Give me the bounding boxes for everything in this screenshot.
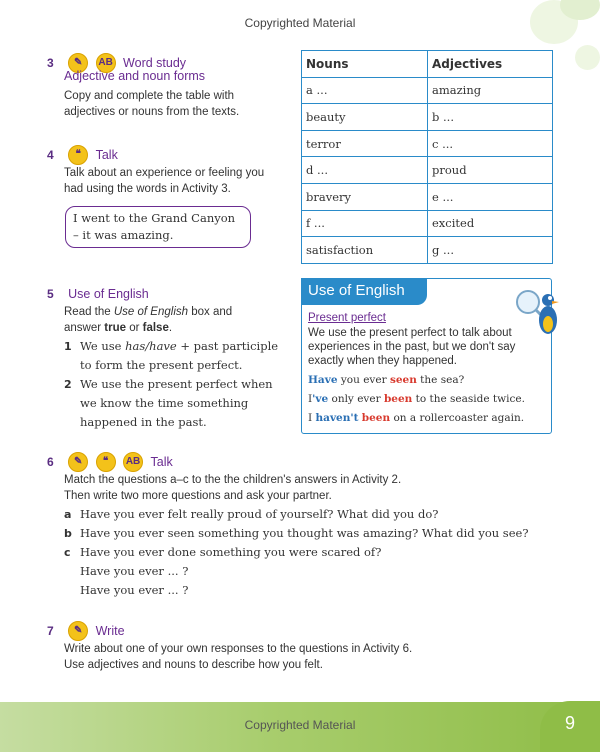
ex-text: I (308, 393, 313, 405)
activity-6-item-a (64, 505, 544, 524)
activity-5-item-1 (64, 337, 279, 375)
activity-4-number: 4 (47, 148, 54, 163)
table-cell: c ... (428, 130, 553, 157)
notebook-icon: ✎ (68, 621, 88, 641)
item-letter: c (64, 546, 71, 559)
activity-6-number: 6 (47, 455, 54, 470)
noun-adjective-table (301, 50, 553, 264)
activity-3-instruction: Copy and complete the table with adjectives or nouns from the texts. (64, 90, 240, 118)
activity-4-heading (47, 145, 118, 165)
ex-text: only ever (328, 393, 384, 405)
activity-7-instruction-2: Use adjectives and nouns to describe how you felt. (64, 659, 323, 671)
item-letter: b (64, 527, 72, 540)
table-header-adjectives: Adjectives (428, 51, 553, 78)
activity-5-item-2 (64, 375, 279, 432)
table-cell: b ... (428, 104, 553, 131)
ex-aux: haven't (315, 412, 359, 424)
ex-aux: 've (312, 393, 329, 405)
activity-6-instruction-1: Match the questions a–c to the the children's answers in Activity 2. (64, 474, 402, 486)
table-cell: satisfaction (302, 237, 428, 264)
item-text: + past participle to form the present perfect. (80, 339, 279, 372)
table-cell: proud (428, 157, 553, 184)
example-speech-bubble: I went to the Grand Canyon – it was amazing. (65, 206, 251, 248)
ex-participle: been (361, 412, 391, 424)
item-number: 2 (64, 378, 72, 391)
table-header-nouns: Nouns (302, 51, 428, 78)
table-cell: e ... (428, 183, 553, 210)
false-word: false (142, 322, 169, 334)
speech-bubbles-icon: ❝ (68, 145, 88, 165)
ex-text: you ever (337, 374, 390, 386)
table-row (302, 237, 553, 264)
footer-copyright: Copyrighted Material (244, 718, 356, 732)
example-2 (308, 390, 534, 409)
activity-5-title: Use of English (68, 287, 149, 301)
table-cell: f ... (302, 210, 428, 237)
item-emphasis: has/have (125, 339, 177, 353)
instruction-text: . (168, 322, 173, 334)
activity-6-heading (47, 452, 173, 472)
table-cell: g ... (428, 237, 553, 264)
activity-7-number: 7 (47, 624, 54, 639)
table-cell: terror (302, 130, 428, 157)
item-text: We use the present perfect when we know the time something happened in the past. (80, 377, 273, 429)
notebook-icon: ✎ (68, 452, 88, 472)
activity-6-title: Talk (150, 455, 173, 470)
activity-3-title: Word study (123, 56, 187, 71)
instruction-text: box and answer (64, 306, 233, 334)
activity-7-title: Write (95, 624, 125, 639)
table-row (302, 77, 553, 104)
activity-3-number: 3 (47, 56, 54, 71)
ex-text: to the seaside twice. (412, 393, 525, 405)
activity-5-instruction (64, 304, 264, 336)
activity-4-title: Talk (95, 148, 118, 163)
top-copyright: Copyrighted Material (244, 16, 356, 30)
ex-aux: Have (308, 374, 338, 386)
use-of-english-content (308, 312, 534, 428)
activity-7-instruction-1: Write about one of your own responses to the questions in Activity 6. (64, 643, 413, 655)
ex-participle: seen (389, 374, 417, 386)
instruction-text: Read the (64, 306, 114, 318)
page-number: 9 (540, 701, 600, 752)
table-header-row (302, 51, 553, 78)
activity-6-item-c (64, 543, 544, 562)
table-row (302, 183, 553, 210)
activity-6-item-b (64, 524, 544, 543)
example-1 (308, 371, 534, 390)
workbook-ab-icon: AB (96, 53, 116, 73)
speech-bubbles-icon: ❝ (96, 452, 116, 472)
ex-text: I (308, 412, 316, 424)
item-text: Have you ever seen something you thought was amazing? What did you see? (80, 526, 529, 540)
activity-4-instruction: Talk about an experience or feeling you had using the words in Activity 3. (64, 167, 265, 195)
ex-text: on a rollercoaster again. (390, 412, 525, 424)
item-number: 1 (64, 340, 72, 353)
table-cell: bravery (302, 183, 428, 210)
table-row (302, 210, 553, 237)
activity-6-extra-2: Have you ever ... ? (80, 583, 189, 597)
table-cell: amazing (428, 77, 553, 104)
notebook-icon: ✎ (68, 53, 88, 73)
instruction-emphasis: Use of English (113, 306, 189, 318)
true-word: true (104, 322, 127, 334)
table-row (302, 130, 553, 157)
activity-6-instruction-2: Then write two more questions and ask your partner. (64, 490, 332, 502)
activity-5-heading (47, 285, 149, 303)
item-letter: a (64, 508, 72, 521)
use-of-english-tab: Use of English (301, 278, 427, 305)
ex-text: the sea? (416, 374, 465, 386)
workbook-ab-icon: AB (123, 452, 143, 472)
present-perfect-heading: Present perfect (308, 312, 386, 324)
instruction-text: or (126, 322, 143, 334)
table-cell: d ... (302, 157, 428, 184)
item-text: Have you ever felt really proud of yourself? What did you do? (80, 507, 439, 521)
example-3 (308, 409, 534, 428)
table-row (302, 157, 553, 184)
activity-6-extra-1: Have you ever ... ? (80, 564, 189, 578)
activity-7-heading (47, 621, 125, 641)
ex-participle: been (383, 393, 413, 405)
table-row (302, 104, 553, 131)
table-cell: beauty (302, 104, 428, 131)
table-cell: excited (428, 210, 553, 237)
activity-3-subtitle: Adjective and noun forms (64, 69, 206, 83)
item-text: Have you ever done something you were scared of? (80, 545, 382, 559)
item-text: We use (80, 339, 126, 353)
table-cell: a ... (302, 77, 428, 104)
present-perfect-description: We use the present perfect to talk about experiences in the past, but we don't say exactly when they happened. (308, 327, 516, 367)
activity-5-number: 5 (47, 287, 54, 301)
